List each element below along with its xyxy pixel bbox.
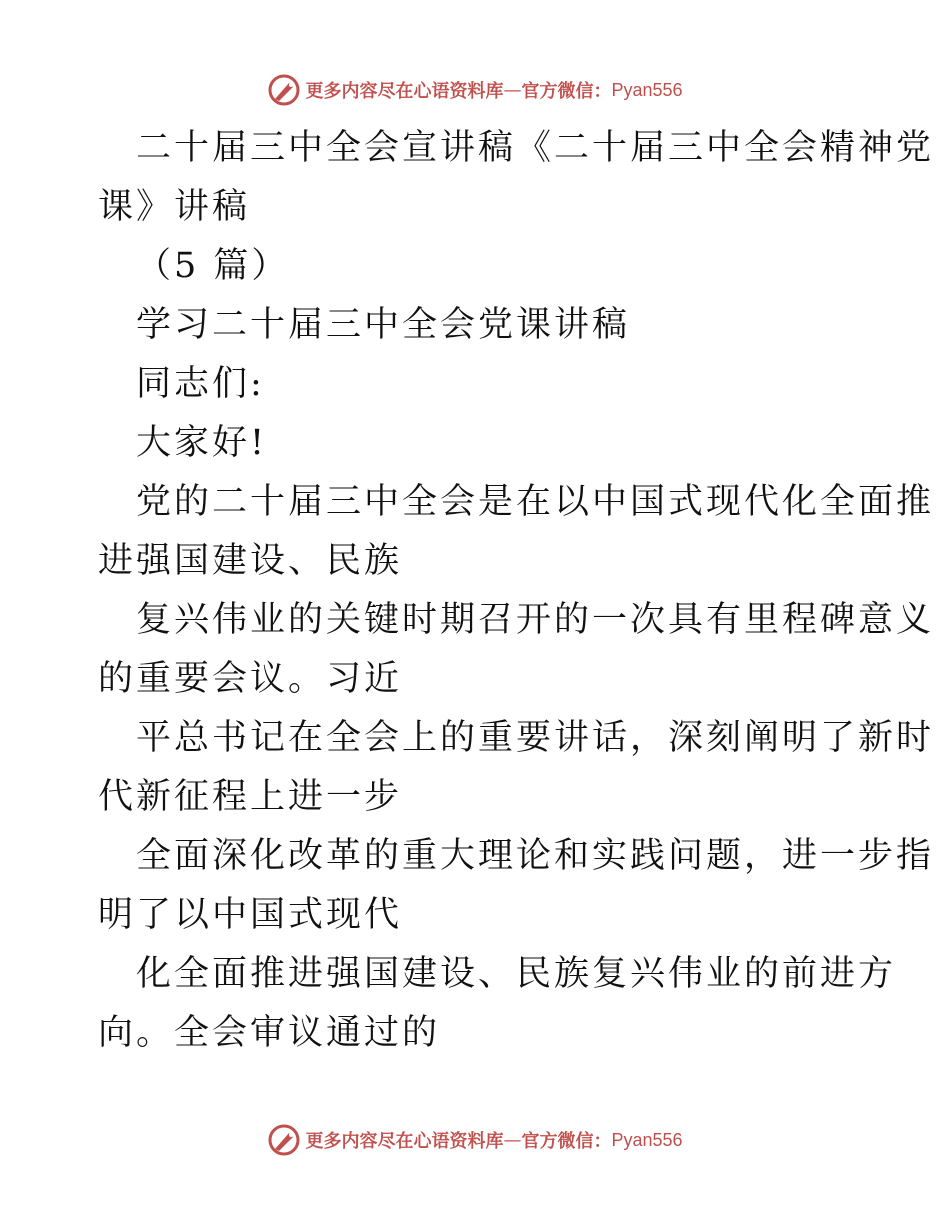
- watermark-dash: —: [503, 79, 522, 101]
- watermark-id: Pyan556: [611, 1129, 683, 1150]
- text-line: 化全面推进强国建设、民族复兴伟业的前进方: [136, 954, 897, 994]
- footer-watermark: [0, 1120, 950, 1160]
- text-line: 全面深化改革的重大理论和实践问题，进一步指: [136, 836, 935, 876]
- text-line: 二十届三中全会宣讲稿《二十届三中全会精神党: [136, 128, 935, 168]
- watermark-official: 官方微信：: [521, 81, 612, 102]
- text-line: 课》讲稿: [98, 187, 251, 227]
- watermark-dash: —: [503, 1129, 522, 1151]
- document-body: [98, 122, 935, 1066]
- text-line: 复兴伟业的关键时期召开的一次具有里程碑意义: [136, 600, 935, 640]
- text-line: 进强国建设、民族: [98, 541, 403, 581]
- watermark-brand: 更多内容尽在心语资料库: [305, 81, 504, 102]
- text-line: 大家好!: [136, 423, 268, 463]
- text-line: 平总书记在全会上的重要讲话，深刻阐明了新时: [136, 718, 935, 758]
- pen-nib-logo-icon: [267, 73, 301, 107]
- text-line: （5 篇）: [136, 246, 290, 286]
- watermark-id: Pyan556: [611, 79, 683, 100]
- watermark-official: 官方微信：: [521, 1131, 612, 1152]
- text-line: 代新征程上进一步: [98, 777, 403, 817]
- text-line: 的重要会议。习近: [98, 659, 403, 699]
- text-line: 向。全会审议通过的: [98, 1013, 441, 1053]
- watermark-brand: 更多内容尽在心语资料库: [305, 1131, 504, 1152]
- text-line: 学习二十届三中全会党课讲稿: [136, 305, 631, 345]
- header-watermark: [0, 70, 950, 110]
- text-line: 党的二十届三中全会是在以中国式现代化全面推: [136, 482, 935, 522]
- text-line: 明了以中国式现代: [98, 895, 403, 935]
- pen-nib-logo-icon: [267, 1123, 301, 1157]
- text-line: 同志们:: [136, 364, 265, 404]
